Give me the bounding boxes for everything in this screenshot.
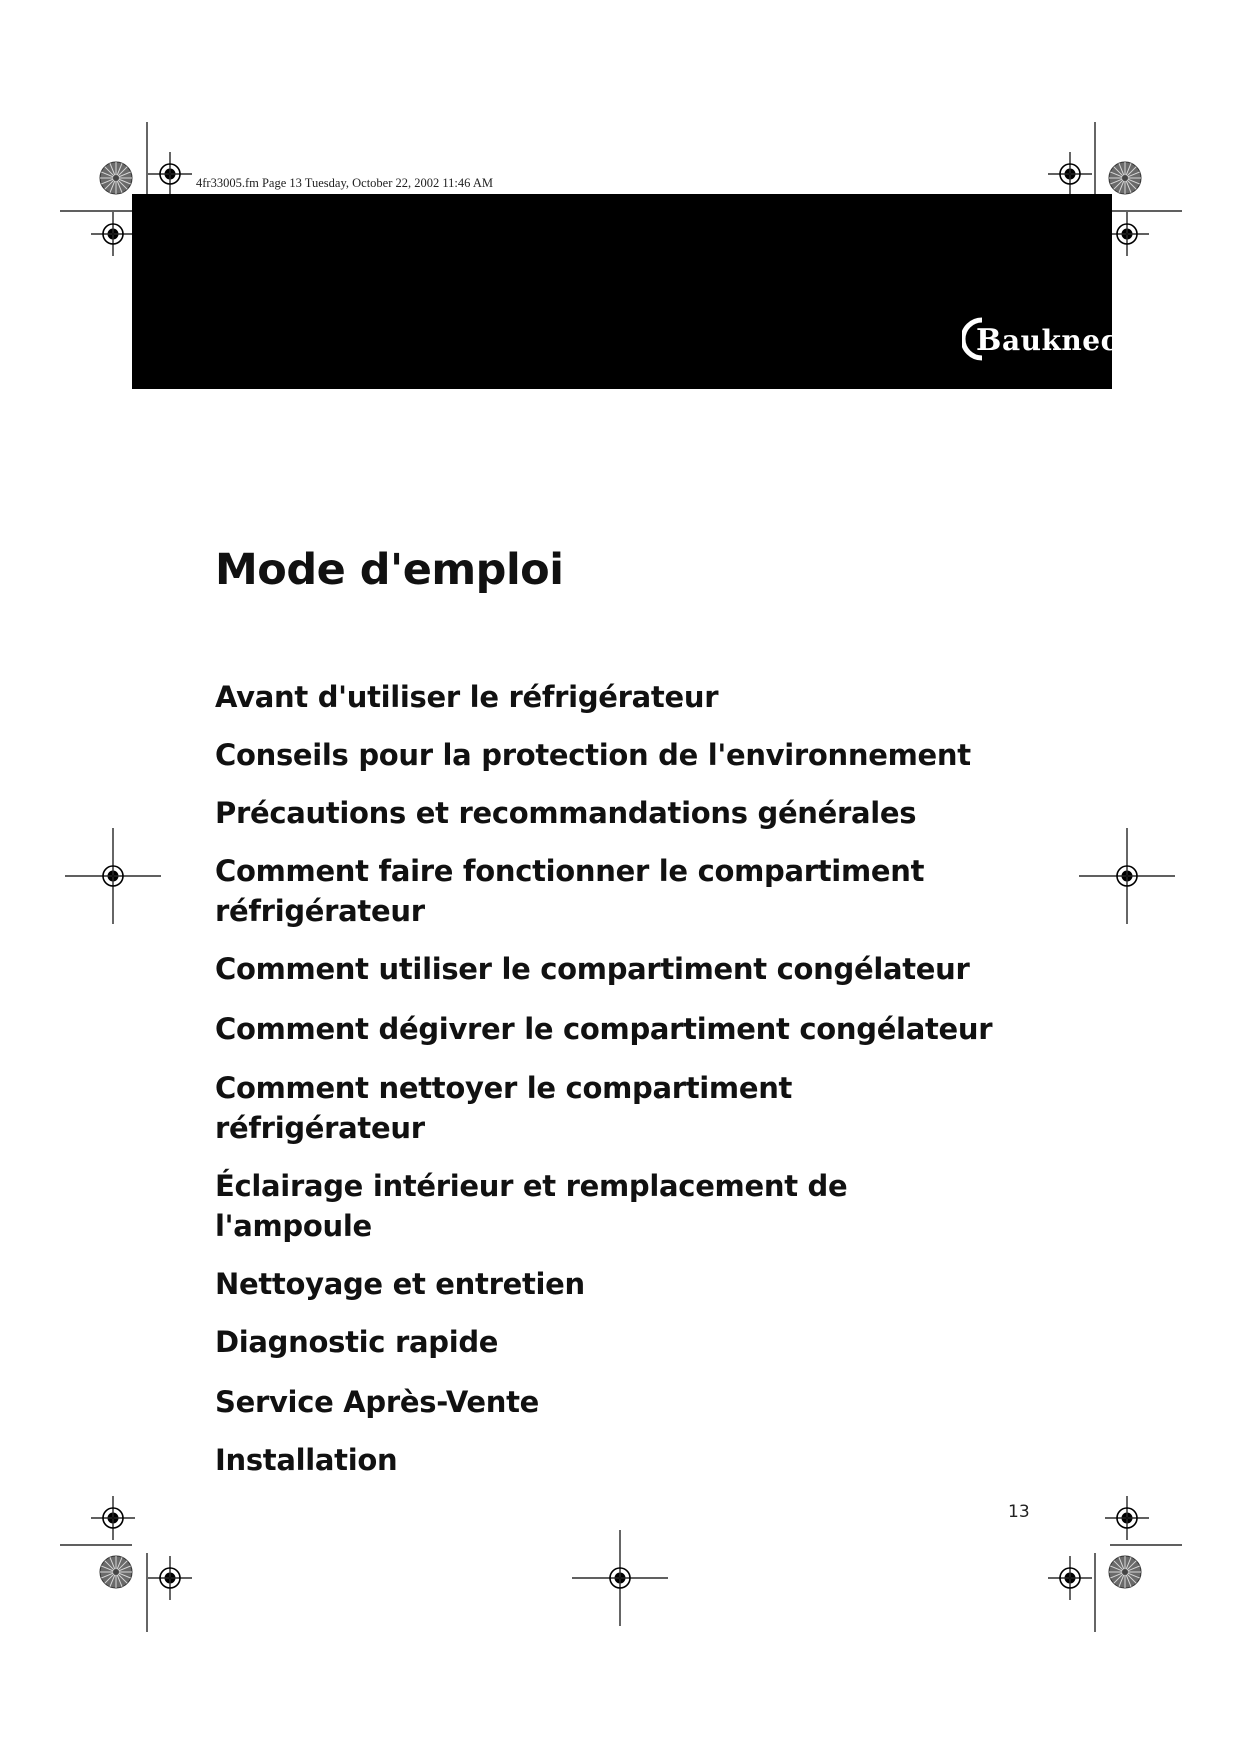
toc-item: Éclairage intérieur et remplacement de l'ampoule	[215, 1169, 848, 1243]
registration-mark-icon	[1079, 828, 1175, 924]
toc-item: Comment faire fonctionner le compartiment réfrigérateur	[215, 854, 925, 928]
svg-text:auknecht: auknecht	[1002, 324, 1153, 357]
color-target-icon	[1109, 162, 1141, 194]
registration-mark-icon	[1048, 152, 1092, 196]
toc-item: Service Après-Vente	[215, 1385, 540, 1419]
page-number: 13	[1008, 1502, 1030, 1522]
registration-mark-icon	[148, 1556, 192, 1600]
registration-mark-icon	[91, 212, 135, 256]
bauknecht-logo	[962, 314, 1162, 364]
registration-mark-icon	[91, 1496, 135, 1540]
toc-item: Comment dégivrer le compartiment congélateur	[215, 1012, 993, 1046]
print-slug: 4fr33005.fm Page 13 Tuesday, October 22, 2002 11:46 AM	[196, 176, 493, 190]
svg-text:B: B	[976, 323, 1002, 358]
toc-item: Installation	[215, 1443, 398, 1477]
toc-item: Comment utiliser le compartiment congélateur	[215, 952, 970, 986]
toc-item: Comment nettoyer le compartiment réfrigérateur	[215, 1071, 793, 1145]
toc-item: Nettoyage et entretien	[215, 1267, 585, 1301]
page-title: Mode d'emploi	[215, 545, 564, 595]
toc-item: Précautions et recommandations générales	[215, 796, 917, 830]
registration-mark-icon	[65, 828, 161, 924]
toc-item: Conseils pour la protection de l'environnement	[215, 738, 971, 772]
brand-banner	[132, 194, 1153, 389]
registration-mark-icon	[572, 1530, 668, 1626]
registration-mark-icon	[1105, 1496, 1149, 1540]
color-target-icon	[1109, 1556, 1141, 1588]
registration-mark-icon	[148, 152, 192, 196]
color-target-icon	[100, 162, 132, 194]
registration-mark-icon	[1048, 1556, 1092, 1600]
color-target-icon	[100, 1556, 132, 1588]
toc-item: Diagnostic rapide	[215, 1325, 499, 1359]
toc-item: Avant d'utiliser le réfrigérateur	[215, 680, 719, 714]
